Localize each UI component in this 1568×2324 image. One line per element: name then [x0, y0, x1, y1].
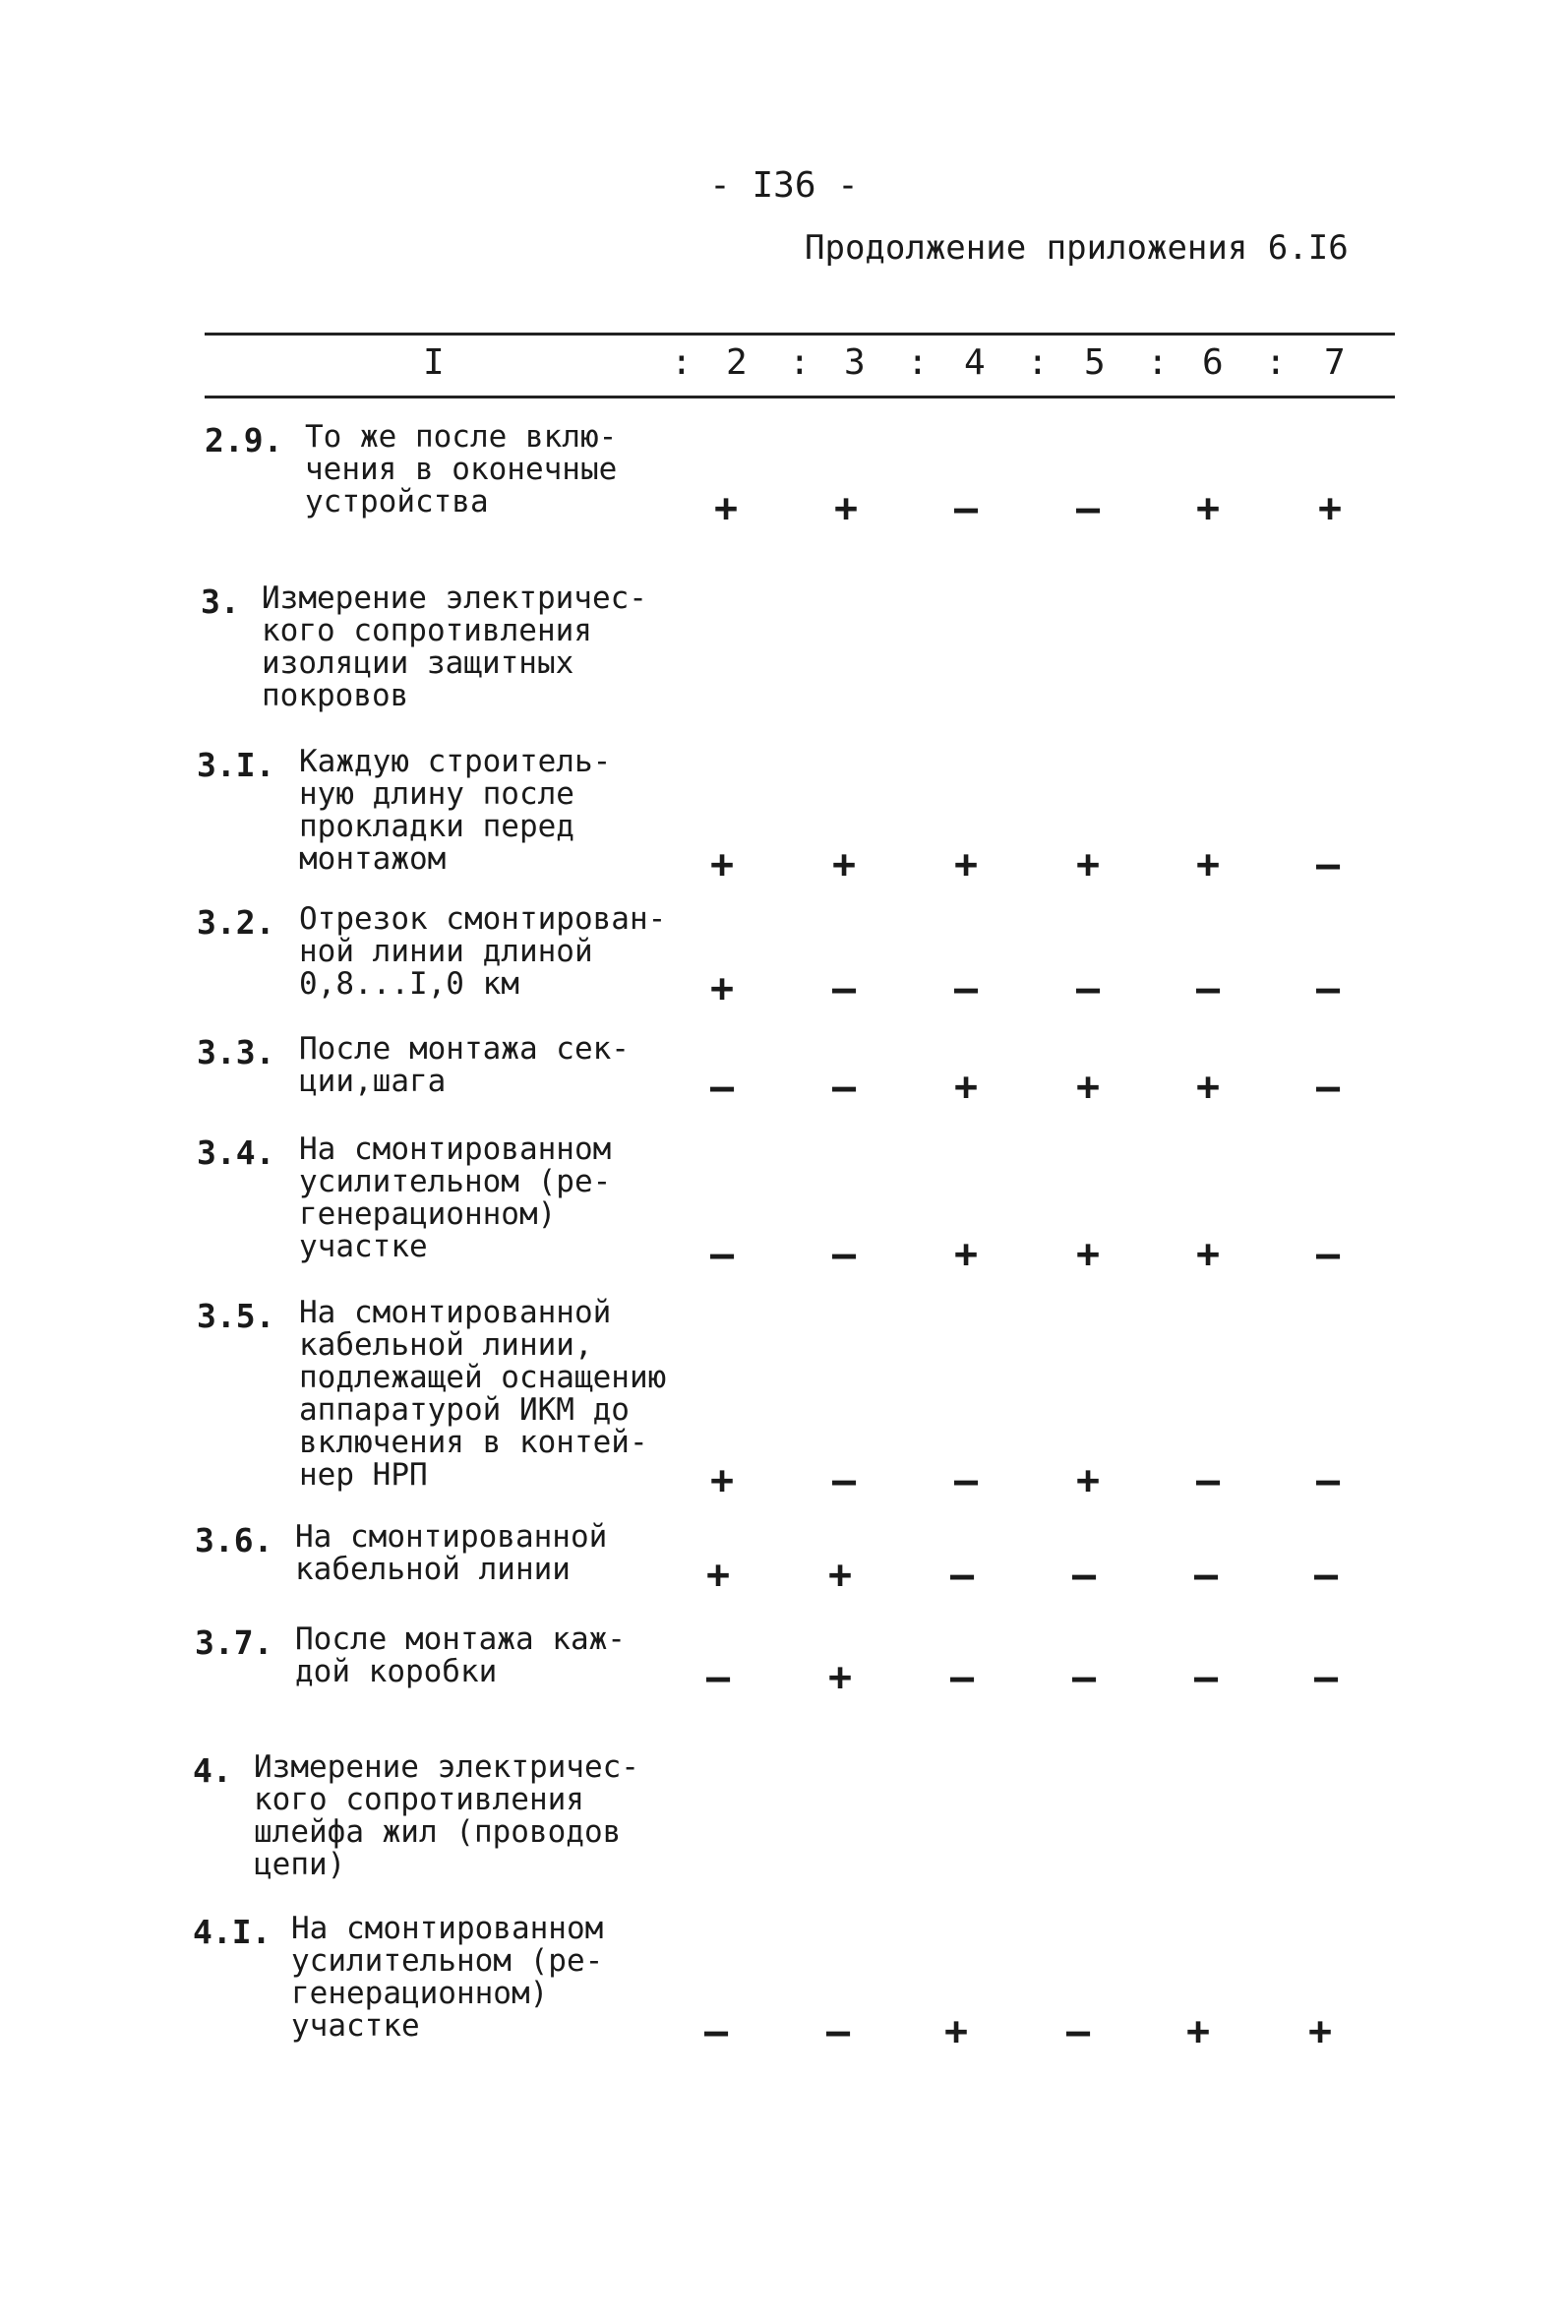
header-col-1: I	[423, 342, 445, 383]
header-col-7: 7	[1324, 342, 1346, 383]
mark-col-7: –	[1315, 842, 1341, 887]
mark-col-3: +	[831, 842, 857, 887]
mark-col-5: –	[1071, 1655, 1097, 1700]
mark-col-3: –	[831, 1458, 857, 1503]
mark-col-3: +	[827, 1655, 853, 1700]
mark-col-4: –	[953, 486, 979, 531]
header-col-2: 2	[726, 342, 748, 383]
header-sep: :	[1147, 342, 1169, 383]
mark-col-5: –	[1071, 1553, 1097, 1598]
row-number: 3.5.	[197, 1297, 275, 1335]
header-col-4: 4	[964, 342, 986, 383]
mark-col-7: –	[1315, 1232, 1341, 1277]
mark-col-5: +	[1075, 1458, 1101, 1503]
mark-col-6: +	[1185, 2009, 1211, 2054]
row-description: На смонтированной кабельной линии, подлежащей оснащению аппаратурой ИКМ до включения в контей- нер НРП	[299, 1295, 667, 1493]
mark-col-6: –	[1193, 1553, 1219, 1598]
mark-col-4: –	[953, 966, 979, 1011]
table-header-rule	[205, 396, 1395, 398]
mark-col-3: –	[831, 966, 857, 1011]
mark-col-6: +	[1195, 1065, 1221, 1110]
row-description: На смонтированном усилительном (ре- генерационном) участке	[291, 1911, 604, 2044]
mark-col-4: +	[953, 842, 979, 887]
mark-col-7: –	[1315, 1458, 1341, 1503]
mark-col-3: +	[833, 486, 859, 531]
mark-col-2: +	[705, 1553, 731, 1598]
mark-col-3: –	[825, 2009, 851, 2054]
row-number: 3.I.	[197, 746, 275, 784]
header-col-3: 3	[844, 342, 866, 383]
mark-col-3: –	[831, 1065, 857, 1110]
continuation-title: Продолжение приложения 6.I6	[805, 228, 1349, 268]
row-description: То же после вклю- чения в оконечные устройства	[305, 419, 618, 520]
mark-col-2: +	[709, 842, 735, 887]
mark-col-6: –	[1195, 1458, 1221, 1503]
header-sep: :	[671, 342, 693, 383]
mark-col-2: +	[709, 966, 735, 1011]
row-number: 3.	[201, 582, 240, 621]
mark-col-5: –	[1075, 486, 1101, 531]
row-number: 3.6.	[195, 1521, 273, 1560]
row-description: На смонтированной кабельной линии	[295, 1519, 608, 1587]
header-sep: :	[1265, 342, 1287, 383]
header-sep: :	[789, 342, 811, 383]
mark-col-2: –	[709, 1232, 735, 1277]
row-description: После монтажа сек- ции,шага	[299, 1031, 630, 1099]
mark-col-4: –	[949, 1655, 975, 1700]
row-number: 3.3.	[197, 1033, 275, 1071]
row-description: Отрезок смонтирован- ной линии длиной 0,8...I,0 км	[299, 901, 667, 1002]
row-number: 4.I.	[193, 1913, 271, 1951]
row-description: Измерение электричес- кого сопротивления изоляции защитных покровов	[262, 581, 647, 713]
mark-col-7: –	[1313, 1553, 1339, 1598]
mark-col-3: –	[831, 1232, 857, 1277]
mark-col-4: +	[943, 2009, 969, 2054]
row-number: 3.2.	[197, 903, 275, 942]
mark-col-5: +	[1075, 1065, 1101, 1110]
row-description: Каждую строитель- ную длину после прокладки перед монтажом	[299, 744, 612, 877]
mark-col-2: +	[713, 486, 739, 531]
mark-col-4: –	[949, 1553, 975, 1598]
row-number: 3.4.	[197, 1133, 275, 1172]
mark-col-6: –	[1195, 966, 1221, 1011]
mark-col-6: +	[1195, 486, 1221, 531]
row-number: 4.	[193, 1751, 232, 1790]
mark-col-2: –	[705, 1655, 731, 1700]
mark-col-7: –	[1315, 966, 1341, 1011]
row-description: После монтажа каж- дой коробки	[295, 1621, 626, 1689]
mark-col-6: +	[1195, 1232, 1221, 1277]
mark-col-5: +	[1075, 1232, 1101, 1277]
mark-col-6: –	[1193, 1655, 1219, 1700]
table-header	[0, 338, 1568, 394]
mark-col-7: –	[1315, 1065, 1341, 1110]
mark-col-2: –	[703, 2009, 729, 2054]
row-description: Измерение электричес- кого сопротивления шлейфа жил (проводов цепи)	[254, 1749, 639, 1882]
mark-col-7: +	[1307, 2009, 1333, 2054]
header-sep: :	[1027, 342, 1049, 383]
header-sep: :	[907, 342, 929, 383]
mark-col-5: +	[1075, 842, 1101, 887]
mark-col-5: –	[1075, 966, 1101, 1011]
mark-col-4: +	[953, 1232, 979, 1277]
header-col-5: 5	[1084, 342, 1106, 383]
mark-col-7: +	[1317, 486, 1343, 531]
row-number: 2.9.	[205, 421, 283, 459]
mark-col-2: +	[709, 1458, 735, 1503]
mark-col-3: +	[827, 1553, 853, 1598]
row-number: 3.7.	[195, 1623, 273, 1662]
header-col-6: 6	[1202, 342, 1224, 383]
mark-col-4: –	[953, 1458, 979, 1503]
mark-col-2: –	[709, 1065, 735, 1110]
mark-col-4: +	[953, 1065, 979, 1110]
page-number: - I36 -	[709, 165, 859, 206]
row-description: На смонтированном усилительном (ре- генерационном) участке	[299, 1131, 612, 1264]
mark-col-6: +	[1195, 842, 1221, 887]
table-top-rule	[205, 333, 1395, 336]
mark-col-5: –	[1065, 2009, 1091, 2054]
mark-col-7: –	[1313, 1655, 1339, 1700]
